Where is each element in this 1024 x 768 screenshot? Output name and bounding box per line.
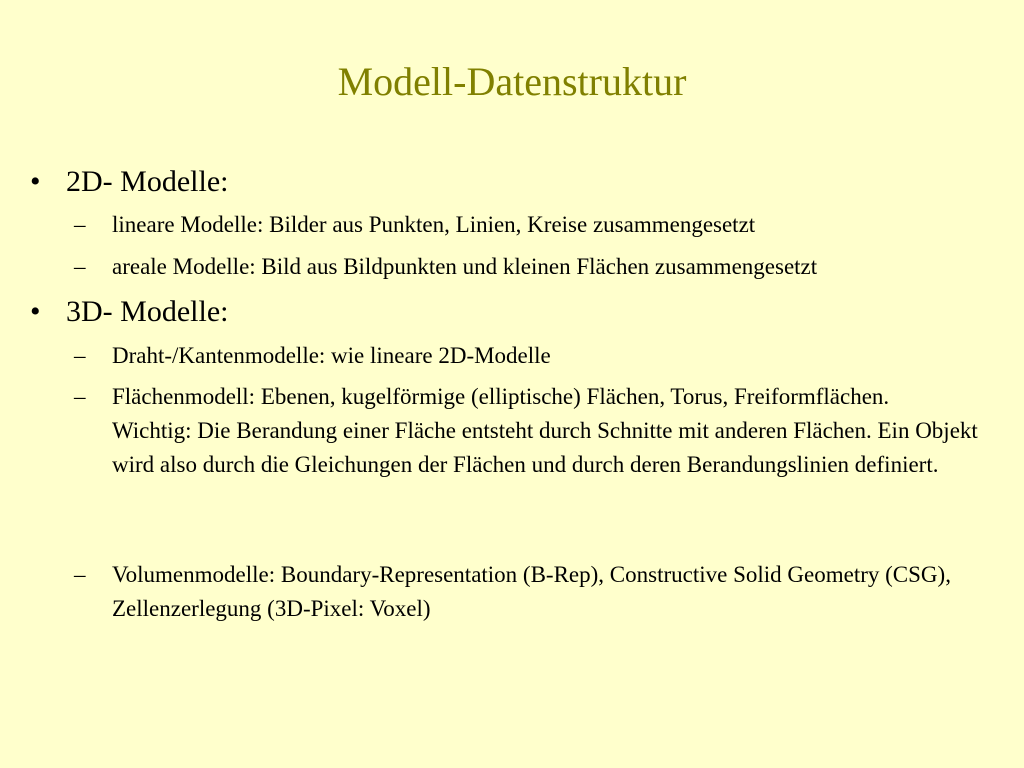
sub-item-text: Draht-/Kantenmodelle: wie lineare 2D-Modelle xyxy=(112,343,551,368)
sub-item-text: Flächenmodell: Ebenen, kugelförmige (elliptische) Flächen, Torus, Freiformflächen. Wichtig: Die Berandung einer Fläche entsteht durch Schnitte mit anderen Flächen. Ein Objekt wird also durch die Gleichungen der Flächen und durch deren Berandungslinien definiert. xyxy=(112,384,978,477)
dash-marker: – xyxy=(74,343,86,368)
bullet-marker: • xyxy=(30,295,41,328)
bullet-heading: 3D- Modelle: xyxy=(66,295,229,328)
dash-marker: – xyxy=(74,384,86,409)
dash-marker: – xyxy=(74,212,86,237)
sub-item-text: areale Modelle: Bild aus Bildpunkten und kleinen Flächen zusammengesetzt xyxy=(112,254,818,279)
slide-title: Modell-Datenstruktur xyxy=(337,59,687,104)
dash-marker: – xyxy=(74,562,86,587)
bullet-marker: • xyxy=(30,165,41,198)
sub-item-text: Volumenmodelle: Boundary-Representation (B-Rep), Constructive Solid Geometry (CSG), Zellenzerlegung (3D-Pixel: Voxel) xyxy=(112,562,951,621)
dash-marker: – xyxy=(74,254,86,279)
bullet-heading: 2D- Modelle: xyxy=(66,165,229,198)
sub-item-text: lineare Modelle: Bilder aus Punkten, Linien, Kreise zusammengesetzt xyxy=(112,212,756,237)
